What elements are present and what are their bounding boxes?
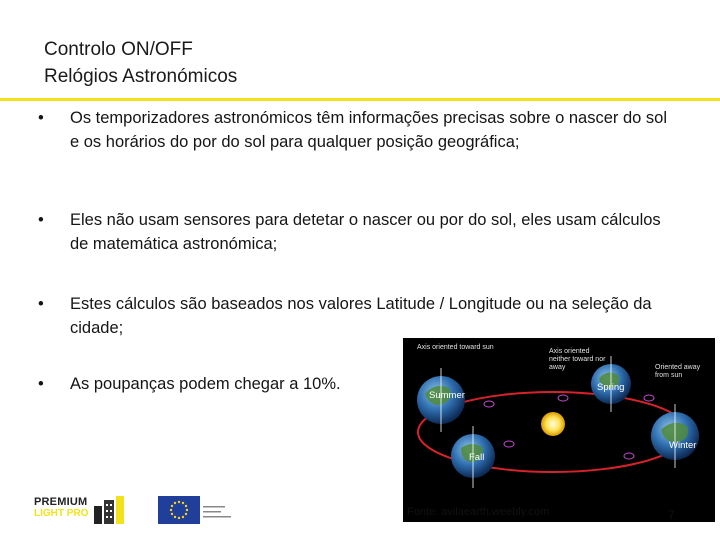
bullet-item [38, 292, 678, 340]
logo-text-line1: PREMIUM [34, 496, 88, 508]
building-icon [90, 496, 126, 526]
seasons-orbit-figure [403, 338, 715, 522]
label-axis-neither: Axis oriented neither toward nor away [549, 348, 606, 371]
premium-light-pro-logo [34, 494, 126, 526]
eu-stars-icon [158, 496, 200, 524]
eu-funding-text-icon [203, 506, 233, 521]
label-axis-toward-sun: Axis oriented toward sun [417, 344, 494, 351]
season-spring-label: Spring [597, 382, 625, 393]
bullet-item [38, 208, 678, 256]
bullet-text: Os temporizadores astronómicos têm informações precisas sobre o nascer do sol e os horários do por do sol para qualquer posição geográfica; [70, 109, 668, 151]
sun-icon [541, 412, 565, 436]
figure-credit: Fonte: avilaearth.weebly.com [407, 506, 550, 518]
bullet-text: As poupanças podem chegar a 10%. [70, 375, 341, 393]
title-divider [0, 98, 720, 101]
slide-title-line2: Relógios Astronómicos [44, 66, 238, 87]
logo-text-line2: LIGHT PRO [34, 508, 89, 519]
eu-flag-icon [158, 496, 200, 524]
bullet-marker: • [38, 375, 44, 393]
label-axis-away: Oriented away from sun [655, 364, 701, 379]
slide-title-line1: Controlo ON/OFF [44, 39, 193, 60]
bullet-marker: • [38, 211, 44, 229]
slide-title [44, 36, 684, 90]
season-winter-label: Winter [669, 440, 697, 451]
bullet-marker: • [38, 109, 44, 127]
bullet-item [38, 106, 678, 154]
season-summer-label: Summer [429, 390, 465, 401]
season-fall-label: Fall [469, 452, 485, 463]
bullet-text: Eles não usam sensores para detetar o nascer ou por do sol, eles usam cálculos de matemática astronómica; [70, 211, 661, 253]
bullet-text: Estes cálculos são baseados nos valores Latitude / Longitude ou na seleção da cidade; [70, 295, 652, 337]
page-number: 7 [668, 508, 675, 522]
bullet-marker: • [38, 295, 44, 313]
eu-funding-logo [158, 496, 234, 526]
